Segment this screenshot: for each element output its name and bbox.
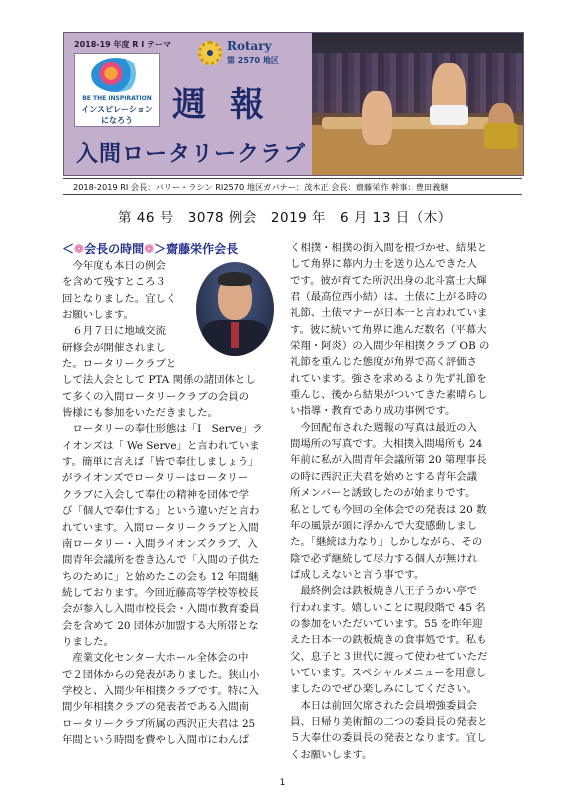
- wrestler-figure: [362, 91, 392, 145]
- article-line: 礼節を重んじた態度が角界で高く評価さ: [290, 356, 478, 369]
- rotary-brand: Rotary: [227, 39, 272, 53]
- article-line: 年の風景が頭に浮かんで大変感動しまし: [290, 519, 478, 532]
- article-line: を含めて残すところ３: [62, 276, 166, 289]
- article-line: い指導・教育であり成功事例です。: [290, 405, 456, 418]
- masthead: [63, 32, 524, 176]
- article-line: 今年度も本日の例会: [62, 260, 166, 272]
- article-line: れています。入間ロータリークラブと入間: [62, 521, 259, 534]
- logo-english-text: BE THE INSPIRATION: [82, 95, 152, 102]
- article-line: ば成しえないと言う事です。: [290, 568, 425, 581]
- issue-info: 第 46 号 3078 例会 2019 年 6 月 13 日（木）: [118, 210, 452, 226]
- article-line: 間場所の写真です。大相撲入間場所も 24: [290, 438, 483, 451]
- district-label: 第 2570 地区: [227, 56, 279, 65]
- article-line: 会を含めて 20 団体が加盟する大所帯とな: [62, 619, 259, 632]
- article-line: お願いします。: [62, 309, 134, 322]
- heading-open-bracket: ＜: [62, 242, 75, 256]
- sumo-photo: [312, 33, 523, 175]
- ri-theme-label: 2018-19 年度 R I テーマ: [74, 40, 171, 49]
- flower-icon: ❁: [144, 242, 155, 256]
- article-line: す。簡単に言えば「皆で奉仕しましょう」: [62, 456, 259, 469]
- article-column-right: [290, 240, 504, 763]
- article-line: す。彼に続いて角界に進んだ数名（平幕大: [290, 323, 487, 336]
- newsletter-title: 週 報: [172, 85, 270, 125]
- article-line: た。ロータリークラブと: [62, 358, 177, 371]
- article-line: 間青年会議所を巻き込んで「入間の子供た: [62, 554, 260, 567]
- flower-icon: ❁: [74, 242, 85, 256]
- article-line: イオンズは「 We Serve」と言われていま: [62, 439, 260, 452]
- article-line: 員、日帰り美術館の二つの委員長の発表と: [290, 715, 488, 728]
- article-line: の参加をいただいています。55 を昨年迎: [290, 617, 483, 630]
- article-line: 父、息子と３世代に渡って使わせていただ: [290, 650, 488, 663]
- article-line: クラブに入会して奉仕の精神を団体で学: [62, 488, 250, 501]
- article-line: 最終例会は鉄板焼き八王子うかい亭で: [290, 585, 478, 598]
- logo-japanese-text: [75, 104, 159, 126]
- article-line: 皆様にも参加をいただきました。: [62, 407, 218, 420]
- article-line: 栄翔・阿炎）の入間少年相撲クラブ OB の: [290, 340, 490, 353]
- article-line: の時に西沢正夫君を始めとする青年会議: [290, 470, 478, 483]
- article-line: 産業文化センター大ホール全体会の中: [62, 652, 249, 665]
- article-line: くお願いします。: [290, 748, 373, 761]
- article-line: で２団体からの発表がありました。狭山小: [62, 668, 260, 681]
- article-line: 研修会が開催されまし: [62, 341, 166, 354]
- article-line: ５大奉仕の委員長の発表となります。宜し: [290, 732, 487, 745]
- article-line: 重んじ、後から結果がついてきた素晴らし: [290, 389, 488, 402]
- ri-theme-logo: [74, 53, 160, 127]
- article-line: 南ロータリー・入間ライオンズクラブ、入: [62, 537, 258, 550]
- club-name: 入間ロータリークラブ: [76, 142, 307, 167]
- section-heading: [62, 240, 238, 257]
- article-line: 学校と、入間少年相撲クラブです。特に入: [62, 684, 259, 697]
- article-line: 今回配布された週報の写真は最近の入: [290, 421, 478, 434]
- heading-president: ＞齋藤栄作会長: [154, 242, 239, 256]
- article-line: び「個人で奉仕する」という違いだと言わ: [62, 505, 260, 518]
- article-line: ロータリークラブ所属の西沢正夫君は 25: [62, 717, 256, 730]
- page-number: 1: [279, 778, 286, 788]
- article-line: ６月７日に地域交流: [62, 325, 166, 338]
- article-line: 会が参入し入間市校長会・入間市教育委員: [62, 603, 260, 616]
- article-line: て多くの入間ロータリークラブの会員の: [62, 390, 250, 403]
- article-line: 礼節、土俵マナーが日本一と言われていま: [290, 307, 488, 320]
- logo-jp-line2: になろう: [101, 116, 133, 125]
- article-line: えた日本一の鉄板焼きの食事処です。私も: [290, 634, 487, 647]
- article-line: ちのために」と始めたこの会も 12 年間継: [62, 570, 259, 583]
- article-line: た。「継続は力なり」しかしながら、その: [290, 536, 483, 549]
- logo-jp-line1: インスピレーション: [81, 105, 153, 114]
- article-line: 年間という時間を費やし入間市にわんぱ: [62, 733, 250, 746]
- article-line: いています。スペシャルメニューを用意し: [290, 666, 487, 679]
- article-line: 行われます。嬉しいことに現段階で 45 名: [290, 601, 486, 614]
- swirl-logo-icon: [91, 58, 141, 92]
- article-line: れています。強さを求めるより先ず礼節を: [290, 372, 487, 385]
- article-line: です。彼が育てた所沢出身の北斗富士大輝: [290, 274, 487, 287]
- article-line: 君（最高位西小結）は、土俵に上がる時の: [290, 291, 488, 304]
- rotary-wheel-icon: [198, 41, 222, 65]
- article-line: く相撲・相撲の街入間を根づかせ、結果と: [290, 242, 488, 254]
- referee-robe: [484, 123, 518, 149]
- crowd-image: [312, 53, 523, 113]
- article-line: 間少年相撲クラブの発表者である入間南: [62, 701, 250, 714]
- article-line: 回となりました。宜しく: [62, 292, 177, 305]
- tsuna-rope: [430, 105, 468, 125]
- article-line: 続しております。今回近藤高等学校等校長: [62, 586, 259, 599]
- article-line: ましたのでぜひ楽しみにしてください。: [290, 683, 478, 696]
- article-line: 陰で必ず継続して尽力する個人が無けれ: [290, 552, 478, 565]
- article-line: して角界に幕内力士を送り込んできた人: [290, 258, 478, 271]
- article-line: 年前に私が入間青年会議所第 20 第理事長: [290, 454, 487, 467]
- article-line: がライオンズでロータリーはロータリー: [62, 472, 249, 485]
- article-line: 私としても今回の全体会での発表は 20 数: [290, 503, 487, 516]
- article-line: 所メンバーと誘致したのが始まりです。: [290, 487, 476, 500]
- article-column-left: [62, 258, 280, 748]
- article-line: ロータリーの奉仕形態は「I Serve」ラ: [62, 423, 263, 436]
- article-line: りました。: [62, 635, 114, 648]
- article-line: して法人会として PTA 関係の諸団体とし: [62, 374, 256, 387]
- officers-line: 2018-2019 RI 会長：バリー・ラシン RI2570 地区ガバナー：茂木正 会長：齋藤栄作 幹事：豊田義継: [63, 178, 522, 195]
- article-line: 本日は前回欠席された会員増強委員会: [290, 699, 478, 712]
- heading-title: 会長の時間: [84, 242, 145, 256]
